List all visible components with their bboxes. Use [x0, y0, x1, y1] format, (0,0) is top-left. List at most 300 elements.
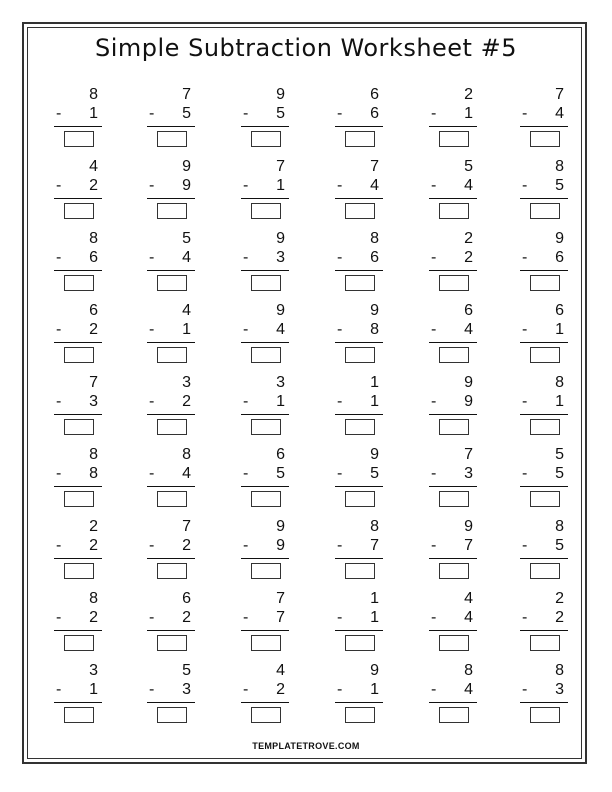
minuend: 6	[370, 86, 379, 103]
answer-line	[147, 414, 195, 415]
subtraction-problem	[241, 86, 291, 150]
subtrahend: 4	[182, 249, 191, 266]
minus-sign: -	[243, 537, 249, 554]
subtraction-problem	[241, 662, 291, 726]
subtrahend: 7	[464, 537, 473, 554]
subtraction-problem	[54, 518, 104, 582]
minus-sign: -	[149, 249, 155, 266]
minuend: 5	[555, 446, 564, 463]
subtraction-problem	[147, 158, 197, 222]
answer-box[interactable]	[64, 419, 94, 435]
footer-site-name: TEMPLATETROVE.COM	[252, 741, 360, 751]
answer-line	[335, 270, 383, 271]
subtrahend: 6	[370, 249, 379, 266]
subtrahend: 2	[276, 681, 285, 698]
answer-box[interactable]	[64, 707, 94, 723]
minuend: 9	[276, 86, 285, 103]
minus-sign: -	[243, 177, 249, 194]
minus-sign: -	[522, 609, 528, 626]
answer-box[interactable]	[439, 347, 469, 363]
minus-sign: -	[337, 537, 343, 554]
subtraction-problem	[147, 518, 197, 582]
subtraction-problem	[520, 86, 570, 150]
minus-sign: -	[337, 105, 343, 122]
subtraction-problem	[335, 158, 385, 222]
subtraction-problem	[335, 590, 385, 654]
subtrahend: 4	[464, 609, 473, 626]
subtraction-problem	[147, 446, 197, 510]
subtraction-problem	[429, 662, 479, 726]
minuend: 7	[555, 86, 564, 103]
answer-line	[520, 414, 568, 415]
answer-box[interactable]	[439, 707, 469, 723]
subtrahend: 2	[555, 609, 564, 626]
subtraction-problem	[520, 374, 570, 438]
minuend: 7	[276, 158, 285, 175]
subtrahend: 3	[555, 681, 564, 698]
answer-box[interactable]	[439, 635, 469, 651]
minus-sign: -	[337, 609, 343, 626]
subtrahend: 5	[555, 537, 564, 554]
worksheet-title: Simple Subtraction Worksheet #5	[95, 34, 517, 62]
answer-box[interactable]	[530, 707, 560, 723]
subtrahend: 4	[464, 321, 473, 338]
answer-box[interactable]	[64, 563, 94, 579]
answer-line	[335, 558, 383, 559]
subtraction-problem	[241, 302, 291, 366]
answer-line	[54, 630, 102, 631]
minuend: 9	[370, 302, 379, 319]
answer-box[interactable]	[530, 131, 560, 147]
minus-sign: -	[243, 393, 249, 410]
answer-box[interactable]	[64, 275, 94, 291]
subtrahend: 9	[464, 393, 473, 410]
minuend: 3	[89, 662, 98, 679]
subtraction-problem	[429, 86, 479, 150]
answer-line	[335, 630, 383, 631]
subtrahend: 5	[555, 465, 564, 482]
answer-box[interactable]	[64, 203, 94, 219]
answer-line	[54, 342, 102, 343]
answer-line	[520, 270, 568, 271]
minuend: 2	[464, 230, 473, 247]
answer-box[interactable]	[251, 635, 281, 651]
subtrahend: 4	[555, 105, 564, 122]
answer-box[interactable]	[439, 131, 469, 147]
subtraction-problem	[335, 446, 385, 510]
answer-line	[520, 486, 568, 487]
answer-line	[241, 630, 289, 631]
answer-box[interactable]	[251, 131, 281, 147]
minus-sign: -	[431, 537, 437, 554]
minuend: 9	[464, 374, 473, 391]
subtraction-problem	[147, 590, 197, 654]
minuend: 2	[464, 86, 473, 103]
subtrahend: 4	[464, 681, 473, 698]
answer-box[interactable]	[530, 491, 560, 507]
subtraction-problem	[241, 158, 291, 222]
minuend: 6	[555, 302, 564, 319]
answer-box[interactable]	[251, 419, 281, 435]
subtrahend: 1	[464, 105, 473, 122]
answer-box[interactable]	[251, 563, 281, 579]
minuend: 9	[464, 518, 473, 535]
subtraction-problem	[335, 86, 385, 150]
subtrahend: 6	[89, 249, 98, 266]
subtrahend: 5	[182, 105, 191, 122]
answer-box[interactable]	[64, 347, 94, 363]
minus-sign: -	[56, 609, 62, 626]
answer-box[interactable]	[157, 347, 187, 363]
subtrahend: 6	[370, 105, 379, 122]
subtraction-problem	[241, 230, 291, 294]
minus-sign: -	[522, 177, 528, 194]
subtraction-problem	[54, 230, 104, 294]
minuend: 8	[89, 446, 98, 463]
minus-sign: -	[149, 465, 155, 482]
answer-box[interactable]	[530, 419, 560, 435]
minuend: 8	[555, 374, 564, 391]
answer-line	[335, 702, 383, 703]
answer-box[interactable]	[345, 203, 375, 219]
answer-line	[241, 558, 289, 559]
subtraction-problem	[241, 518, 291, 582]
subtraction-problem	[54, 374, 104, 438]
subtraction-problem	[520, 302, 570, 366]
minus-sign: -	[149, 177, 155, 194]
minus-sign: -	[337, 177, 343, 194]
answer-box[interactable]	[439, 275, 469, 291]
minus-sign: -	[431, 321, 437, 338]
answer-line	[147, 270, 195, 271]
answer-box[interactable]	[530, 347, 560, 363]
minus-sign: -	[149, 105, 155, 122]
minuend: 9	[370, 662, 379, 679]
minuend: 8	[89, 230, 98, 247]
minuend: 9	[182, 158, 191, 175]
minus-sign: -	[56, 393, 62, 410]
minus-sign: -	[149, 537, 155, 554]
subtrahend: 9	[182, 177, 191, 194]
answer-line	[241, 702, 289, 703]
subtraction-problem	[429, 446, 479, 510]
subtraction-problem	[429, 518, 479, 582]
subtraction-problem	[241, 446, 291, 510]
answer-line	[54, 486, 102, 487]
subtrahend: 2	[89, 609, 98, 626]
minus-sign: -	[243, 609, 249, 626]
minuend: 7	[182, 518, 191, 535]
answer-line	[520, 630, 568, 631]
answer-line	[429, 342, 477, 343]
subtrahend: 8	[89, 465, 98, 482]
subtraction-problem	[335, 374, 385, 438]
minus-sign: -	[431, 249, 437, 266]
subtrahend: 1	[555, 321, 564, 338]
subtrahend: 4	[276, 321, 285, 338]
minus-sign: -	[56, 249, 62, 266]
minus-sign: -	[337, 465, 343, 482]
subtrahend: 3	[276, 249, 285, 266]
answer-box[interactable]	[345, 275, 375, 291]
answer-box[interactable]	[157, 419, 187, 435]
minuend: 6	[464, 302, 473, 319]
answer-box[interactable]	[251, 491, 281, 507]
answer-line	[54, 414, 102, 415]
minus-sign: -	[56, 465, 62, 482]
subtrahend: 3	[182, 681, 191, 698]
subtraction-problem	[54, 302, 104, 366]
answer-line	[147, 630, 195, 631]
subtrahend: 3	[89, 393, 98, 410]
answer-box[interactable]	[157, 707, 187, 723]
subtraction-problem	[147, 374, 197, 438]
subtraction-problem	[147, 302, 197, 366]
minus-sign: -	[56, 105, 62, 122]
subtrahend: 2	[182, 537, 191, 554]
minus-sign: -	[56, 177, 62, 194]
subtraction-problem	[429, 230, 479, 294]
subtraction-problem	[54, 590, 104, 654]
answer-line	[429, 270, 477, 271]
subtraction-problem	[429, 158, 479, 222]
minuend: 4	[89, 158, 98, 175]
minus-sign: -	[337, 393, 343, 410]
subtrahend: 1	[370, 609, 379, 626]
subtrahend: 7	[370, 537, 379, 554]
answer-line	[241, 486, 289, 487]
minus-sign: -	[149, 321, 155, 338]
subtraction-problem	[520, 662, 570, 726]
answer-box[interactable]	[64, 131, 94, 147]
minuend: 5	[182, 662, 191, 679]
minus-sign: -	[56, 537, 62, 554]
answer-box[interactable]	[439, 419, 469, 435]
subtraction-problem	[429, 590, 479, 654]
answer-box[interactable]	[157, 563, 187, 579]
subtraction-problem	[335, 230, 385, 294]
answer-line	[335, 414, 383, 415]
answer-line	[54, 558, 102, 559]
minuend: 8	[89, 86, 98, 103]
answer-line	[335, 342, 383, 343]
minuend: 5	[464, 158, 473, 175]
minuend: 7	[464, 446, 473, 463]
answer-line	[335, 126, 383, 127]
answer-line	[147, 702, 195, 703]
answer-box[interactable]	[345, 347, 375, 363]
answer-box[interactable]	[64, 635, 94, 651]
minuend: 9	[276, 302, 285, 319]
subtraction-problem	[520, 446, 570, 510]
answer-box[interactable]	[251, 203, 281, 219]
answer-line	[54, 126, 102, 127]
answer-box[interactable]	[439, 563, 469, 579]
minus-sign: -	[243, 105, 249, 122]
minus-sign: -	[149, 609, 155, 626]
minus-sign: -	[522, 105, 528, 122]
minus-sign: -	[243, 249, 249, 266]
minus-sign: -	[431, 393, 437, 410]
subtrahend: 2	[182, 609, 191, 626]
minuend: 9	[555, 230, 564, 247]
subtrahend: 6	[555, 249, 564, 266]
minuend: 9	[276, 518, 285, 535]
answer-line	[429, 486, 477, 487]
answer-box[interactable]	[530, 203, 560, 219]
minus-sign: -	[337, 321, 343, 338]
minuend: 4	[276, 662, 285, 679]
minuend: 1	[370, 590, 379, 607]
answer-line	[520, 198, 568, 199]
minuend: 8	[555, 518, 564, 535]
answer-line	[429, 414, 477, 415]
subtraction-problem	[54, 86, 104, 150]
subtrahend: 1	[182, 321, 191, 338]
minus-sign: -	[522, 321, 528, 338]
minus-sign: -	[337, 681, 343, 698]
subtraction-problem	[147, 86, 197, 150]
answer-box[interactable]	[251, 347, 281, 363]
answer-box[interactable]	[439, 491, 469, 507]
minuend: 8	[555, 662, 564, 679]
answer-box[interactable]	[157, 491, 187, 507]
minus-sign: -	[56, 321, 62, 338]
minuend: 5	[182, 230, 191, 247]
minuend: 7	[89, 374, 98, 391]
answer-line	[241, 342, 289, 343]
minus-sign: -	[243, 321, 249, 338]
minuend: 2	[555, 590, 564, 607]
subtraction-problem	[241, 590, 291, 654]
minus-sign: -	[337, 249, 343, 266]
answer-line	[241, 198, 289, 199]
minuend: 6	[276, 446, 285, 463]
minuend: 2	[89, 518, 98, 535]
minuend: 8	[89, 590, 98, 607]
subtrahend: 4	[464, 177, 473, 194]
minuend: 6	[89, 302, 98, 319]
answer-line	[147, 486, 195, 487]
answer-box[interactable]	[345, 419, 375, 435]
answer-box[interactable]	[157, 131, 187, 147]
answer-line	[429, 702, 477, 703]
answer-box[interactable]	[345, 635, 375, 651]
subtrahend: 7	[276, 609, 285, 626]
subtraction-problem	[520, 518, 570, 582]
minuend: 1	[370, 374, 379, 391]
minus-sign: -	[522, 249, 528, 266]
answer-line	[429, 198, 477, 199]
answer-line	[147, 198, 195, 199]
answer-line	[429, 126, 477, 127]
answer-box[interactable]	[530, 635, 560, 651]
subtraction-problem	[429, 302, 479, 366]
answer-line	[147, 126, 195, 127]
minuend: 8	[370, 518, 379, 535]
minuend: 7	[182, 86, 191, 103]
answer-box[interactable]	[345, 491, 375, 507]
subtrahend: 1	[370, 681, 379, 698]
minuend: 9	[276, 230, 285, 247]
minus-sign: -	[431, 177, 437, 194]
answer-line	[54, 702, 102, 703]
answer-box[interactable]	[530, 275, 560, 291]
subtraction-problem	[54, 662, 104, 726]
answer-line	[429, 558, 477, 559]
minuend: 8	[464, 662, 473, 679]
answer-line	[147, 558, 195, 559]
minuend: 7	[370, 158, 379, 175]
answer-box[interactable]	[157, 275, 187, 291]
answer-box[interactable]	[157, 635, 187, 651]
answer-box[interactable]	[345, 131, 375, 147]
minus-sign: -	[149, 681, 155, 698]
answer-box[interactable]	[157, 203, 187, 219]
subtrahend: 4	[182, 465, 191, 482]
minus-sign: -	[522, 537, 528, 554]
subtrahend: 8	[370, 321, 379, 338]
subtrahend: 1	[555, 393, 564, 410]
minus-sign: -	[149, 393, 155, 410]
subtraction-problem	[54, 446, 104, 510]
minus-sign: -	[243, 465, 249, 482]
answer-line	[335, 486, 383, 487]
minuend: 6	[182, 590, 191, 607]
minuend: 3	[276, 374, 285, 391]
subtrahend: 2	[464, 249, 473, 266]
answer-line	[241, 126, 289, 127]
subtrahend: 1	[89, 105, 98, 122]
answer-box[interactable]	[530, 563, 560, 579]
subtrahend: 5	[276, 105, 285, 122]
subtrahend: 1	[89, 681, 98, 698]
answer-box[interactable]	[64, 491, 94, 507]
minus-sign: -	[522, 681, 528, 698]
subtraction-problem	[429, 374, 479, 438]
answer-line	[54, 270, 102, 271]
answer-line	[241, 414, 289, 415]
minuend: 4	[182, 302, 191, 319]
subtrahend: 3	[464, 465, 473, 482]
minuend: 8	[182, 446, 191, 463]
subtraction-problem	[147, 662, 197, 726]
answer-box[interactable]	[345, 707, 375, 723]
minus-sign: -	[56, 681, 62, 698]
answer-box[interactable]	[345, 563, 375, 579]
answer-line	[335, 198, 383, 199]
answer-box[interactable]	[251, 707, 281, 723]
subtraction-problem	[520, 590, 570, 654]
answer-box[interactable]	[439, 203, 469, 219]
subtraction-problem	[147, 230, 197, 294]
answer-line	[241, 270, 289, 271]
minuend: 4	[464, 590, 473, 607]
minus-sign: -	[431, 105, 437, 122]
subtraction-problem	[335, 662, 385, 726]
minus-sign: -	[431, 465, 437, 482]
answer-box[interactable]	[251, 275, 281, 291]
subtraction-problem	[520, 230, 570, 294]
answer-line	[54, 198, 102, 199]
answer-line	[520, 558, 568, 559]
subtrahend: 4	[370, 177, 379, 194]
minus-sign: -	[522, 393, 528, 410]
minuend: 8	[370, 230, 379, 247]
subtrahend: 5	[555, 177, 564, 194]
subtraction-problem	[54, 158, 104, 222]
subtraction-problem	[520, 158, 570, 222]
